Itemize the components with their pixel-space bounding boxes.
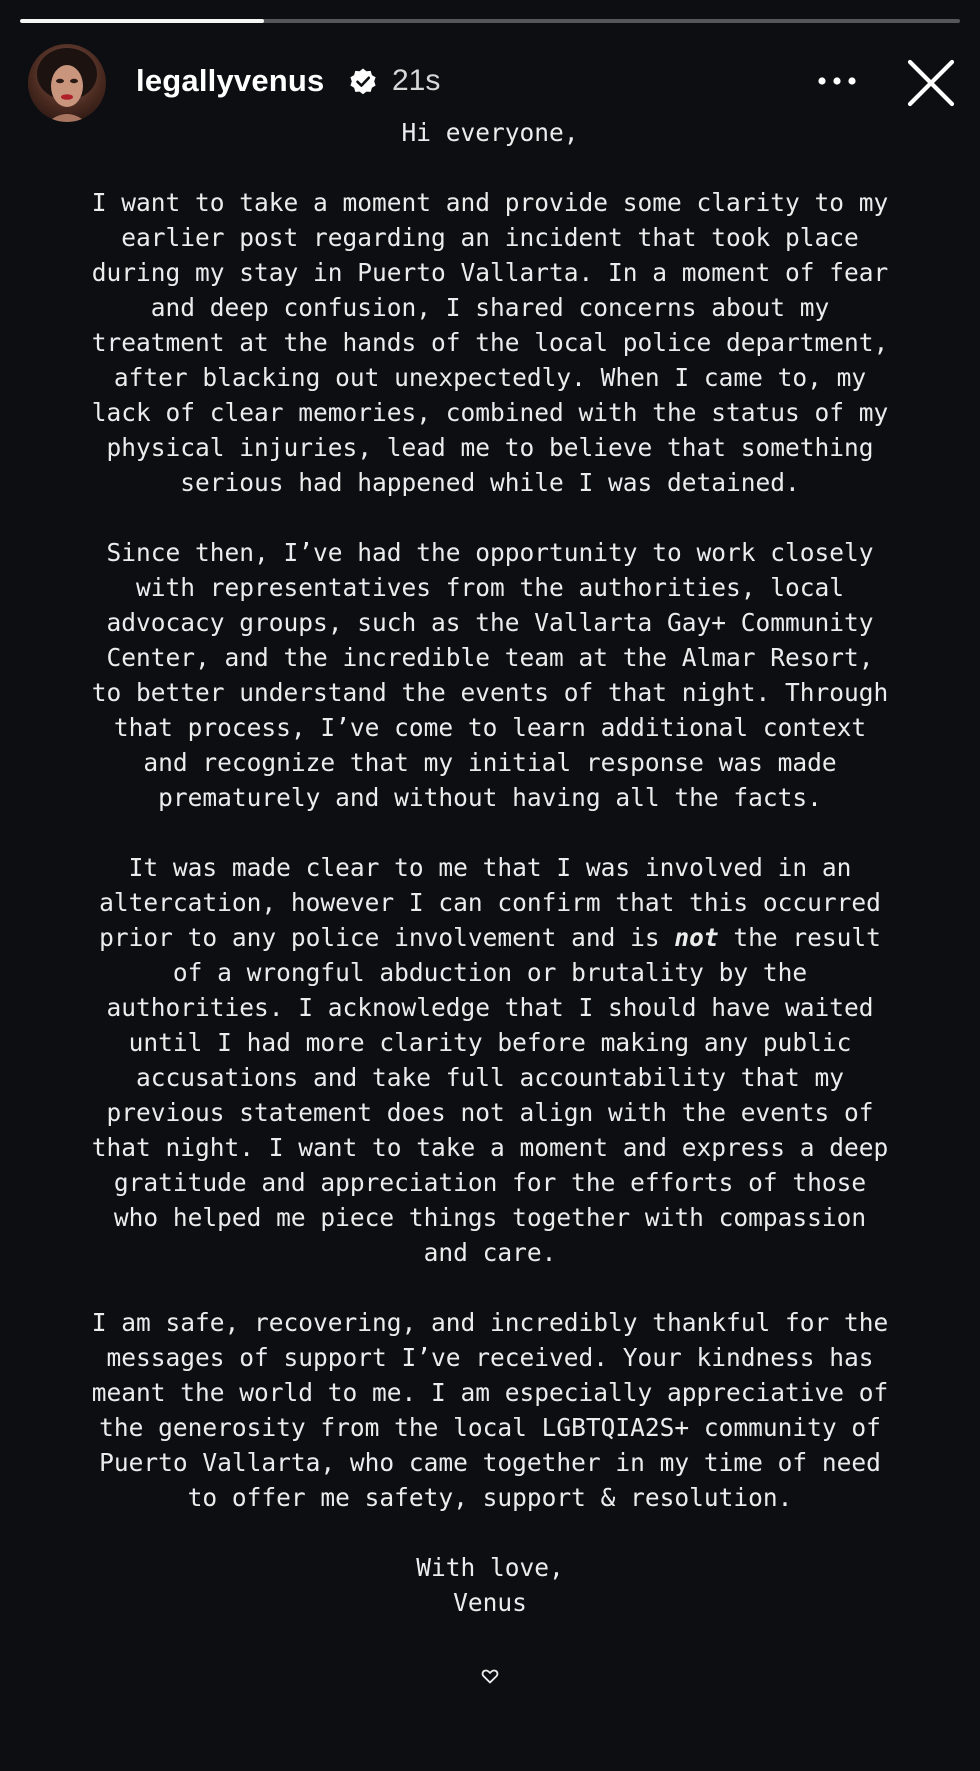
emphasized-word: not bbox=[674, 923, 719, 952]
message-paragraph-3-part-b: the result of a wrongful abduction or brutality by the authorities. I acknowledge that I should have waited until I had more clarity before making any public accusations and take full accountability that my previous statement does not align with the events of that night. I want to take a moment and express a deep gratitude and appreciation for the efforts of those who helped me piece things together with compassion and care. bbox=[91, 923, 889, 1267]
avatar[interactable] bbox=[28, 44, 106, 122]
more-options-icon[interactable] bbox=[813, 66, 861, 96]
post-time: 21s bbox=[392, 64, 441, 97]
message-paragraph-4: I am safe, recovering, and incredibly thankful for the messages of support I’ve received. Your kindness has meant the world to me. I am especially appreciative of the generosity from the local LGBTQIA2S+ community of Puerto Vallarta, who came together in my time of need to offer me safety, support & resolution. bbox=[91, 1308, 889, 1512]
story-message bbox=[40, 115, 940, 1620]
message-paragraph-1: I want to take a moment and provide some clarity to my earlier post regarding an incident that took place during my stay in Puerto Vallarta. In a moment of fear and deep confusion, I shared concerns about my treatment at the hands of the local police department, after blacking out unexpectedly. When I came to, my lack of clear memories, combined with the status of my physical injuries, lead me to believe that something serious had happened while I was detained. bbox=[91, 188, 889, 497]
story-progress-fill bbox=[20, 19, 264, 23]
verified-badge-icon bbox=[348, 67, 378, 97]
story-progress-bar bbox=[20, 19, 960, 23]
message-greeting: Hi everyone, bbox=[401, 118, 579, 147]
story-header bbox=[28, 44, 958, 122]
username[interactable]: legallyvenus bbox=[136, 63, 325, 98]
close-icon[interactable] bbox=[904, 56, 958, 110]
message-paragraph-3 bbox=[40, 850, 940, 1270]
message-paragraph-3-part-a: It was made clear to me that I was involved in an altercation, however I can confirm that this occurred prior to any police involvement and is bbox=[99, 853, 881, 952]
message-signoff: With love, bbox=[416, 1553, 564, 1582]
message-paragraph-2: Since then, I’ve had the opportunity to work closely with representatives from the authorities, local advocacy groups, such as the Vallarta Gay+ Community Center, and the incredible team at the Almar Resort, to better understand the events of that night. Through that process, I’ve come to learn additional context and recognize that my initial response was made prematurely and without having all the facts. bbox=[91, 538, 889, 812]
message-signature: Venus bbox=[453, 1588, 527, 1617]
heart-icon bbox=[480, 1666, 500, 1686]
